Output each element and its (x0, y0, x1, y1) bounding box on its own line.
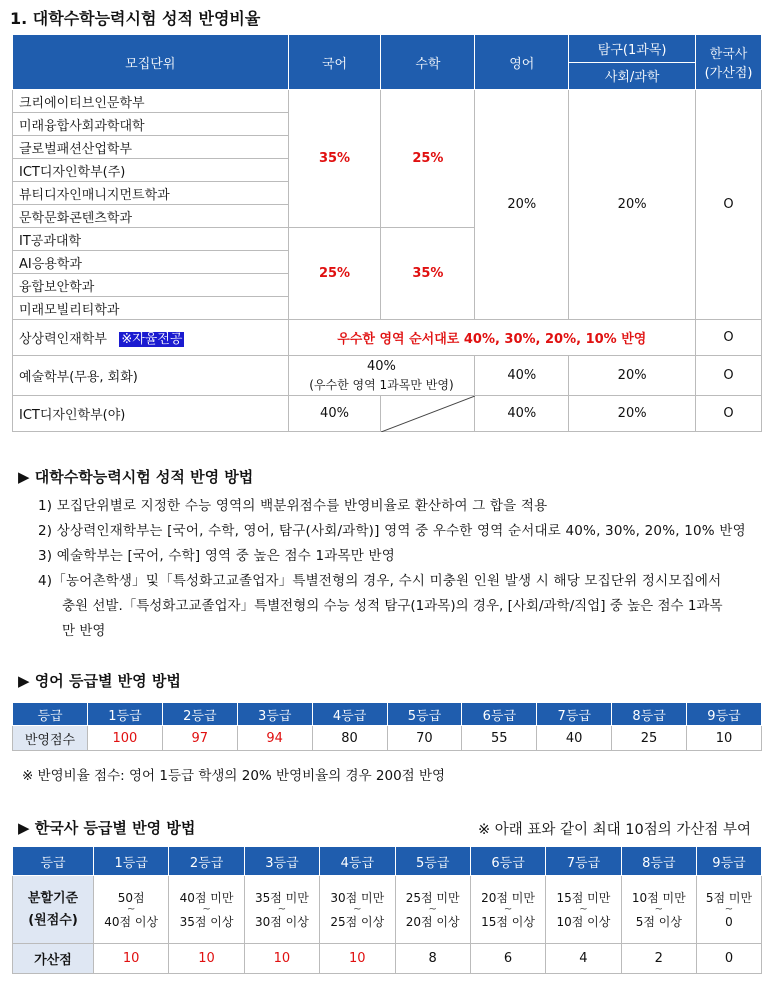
unit-row: AI응용학과 (13, 251, 289, 274)
grade-header: 1등급 (88, 703, 163, 726)
night-unit: ICT디자인학부(야) (13, 396, 289, 432)
method-item: 1) 모집단위별로 지정한 수능 영역의 백분위점수를 반영비율로 환산하여 그 합을 적용 (38, 498, 548, 514)
criteria-cell (395, 876, 470, 944)
group1-math: 25% (381, 90, 475, 228)
method-item4-cont: 충원 선발.「특성화고교졸업자」특별전형의 수능 성적 탐구(1과목)의 경우, [사회/과학/직업] 중 높은 점수 1과목 (62, 598, 723, 614)
unit-row: IT공과대학 (13, 228, 289, 251)
criteria-tilde: ~ (579, 903, 588, 915)
grade-header: 5등급 (395, 847, 470, 876)
grade-header: 9등급 (687, 703, 762, 726)
night-inquiry: 20% (569, 396, 696, 432)
method-item4-cont: 만 반영 (62, 623, 106, 639)
score-cell: 94 (237, 726, 312, 751)
points-cell: 10 (320, 944, 395, 974)
grade-header: 7등급 (537, 703, 612, 726)
art-english: 40% (475, 356, 569, 396)
criteria-bottom: 40점 이상 (104, 914, 159, 929)
score-cell: 97 (162, 726, 237, 751)
header-history-sub: (가산점) (704, 66, 753, 81)
criteria-label-1: 분할기준 (27, 890, 79, 906)
grade-header: 2등급 (169, 847, 244, 876)
grade-header: 8등급 (612, 703, 687, 726)
criteria-top: 5점 미만 (705, 890, 753, 905)
criteria-bottom: 10점 이상 (556, 914, 611, 929)
criteria-bottom: 35점 이상 (179, 914, 234, 929)
criteria-tilde: ~ (428, 903, 437, 915)
criteria-cell (169, 876, 244, 944)
points-cell: 6 (470, 944, 545, 974)
method-title: ▶ 대학수학능력시험 성적 반영 방법 (18, 468, 254, 486)
score-cell: 80 (312, 726, 387, 751)
special-unit (13, 320, 289, 356)
unit-row: 뷰티디자인매니지먼트학과 (13, 182, 289, 205)
criteria-tilde: ~ (724, 903, 734, 915)
special-text: 우수한 영역 순서대로 40%, 30%, 20%, 10% 반영 (288, 320, 695, 356)
shared-inquiry: 20% (569, 90, 696, 320)
points-cell: 8 (395, 944, 470, 974)
special-tag: ※자율전공 (121, 332, 183, 347)
header-inquiry-sub: 사회/과학 (569, 62, 696, 90)
grade-header: 8등급 (621, 847, 696, 876)
english-grade-table (12, 702, 762, 751)
special-unit-label: 상상력인재학부 (19, 332, 107, 347)
unit-row: 크리에이티브인문학부 (13, 90, 289, 113)
points-cell: 4 (546, 944, 621, 974)
grade-header: 3등급 (237, 703, 312, 726)
points-cell: 2 (621, 944, 696, 974)
criteria-top: 20점 미만 (481, 890, 535, 905)
shared-history: O (696, 90, 762, 320)
night-korean: 40% (288, 396, 381, 432)
score-row-label: 반영점수 (13, 726, 88, 751)
points-cell: 10 (244, 944, 319, 974)
criteria-tilde: ~ (202, 903, 211, 915)
score-cell: 100 (88, 726, 163, 751)
points-cell: 0 (697, 944, 762, 974)
header-korean: 국어 (288, 35, 381, 90)
criteria-tilde: ~ (654, 903, 663, 915)
header-english: 영어 (475, 35, 569, 90)
criteria-top: 30점 미만 (330, 890, 385, 905)
criteria-cell (320, 876, 395, 944)
ratio-table (12, 34, 762, 432)
points-label: 가산점 (13, 944, 94, 974)
criteria-cell (621, 876, 696, 944)
criteria-bottom: 30점 이상 (255, 914, 309, 929)
method-item: 2) 상상력인재학부는 [국어, 수학, 영어, 탐구(사회/과학)] 영역 중 우수한 영역 순서대로 40%, 30%, 20%, 10% 반영 (38, 523, 746, 539)
unit-row: 문학문화콘텐츠학과 (13, 205, 289, 228)
group2-math: 35% (381, 228, 475, 320)
grade-header: 1등급 (94, 847, 169, 876)
grade-header: 4등급 (312, 703, 387, 726)
score-cell: 70 (387, 726, 462, 751)
special-history: O (696, 320, 762, 356)
grade-header: 3등급 (244, 847, 319, 876)
criteria-bottom: 0 (725, 914, 733, 929)
header-history-label: 한국사 (709, 47, 748, 62)
unit-row: 미래모빌리티학과 (13, 297, 289, 320)
points-cell: 10 (94, 944, 169, 974)
header-inquiry: 탐구(1과목) (569, 35, 696, 63)
method-item: 4)「농어촌학생」및「특성화고교졸업자」특별전형의 경우, 수시 미충원 인원 발생 시 해당 모집단위 정시모집에서 (38, 573, 722, 589)
criteria-top: 50점 (117, 890, 145, 905)
group1-korean: 35% (288, 90, 381, 228)
header-history (696, 35, 762, 90)
points-cell: 10 (169, 944, 244, 974)
header-unit: 모집단위 (13, 35, 289, 90)
english-title: ▶ 영어 등급별 반영 방법 (18, 672, 181, 690)
criteria-top: 10점 미만 (631, 890, 686, 905)
criteria-cell (697, 876, 762, 944)
criteria-tilde: ~ (277, 903, 287, 915)
art-inquiry: 20% (569, 356, 696, 396)
night-english: 40% (475, 396, 569, 432)
grade-header: 2등급 (162, 703, 237, 726)
grade-header: 7등급 (546, 847, 621, 876)
criteria-bottom: 5점 이상 (635, 914, 682, 929)
grade-header: 6등급 (470, 847, 545, 876)
criteria-label-2: (원점수) (28, 912, 78, 928)
criteria-tilde: ~ (126, 903, 136, 915)
unit-row: ICT디자인학부(주) (13, 159, 289, 182)
score-cell: 25 (612, 726, 687, 751)
grade-header-label: 등급 (13, 703, 88, 726)
criteria-top: 35점 미만 (255, 890, 309, 905)
criteria-tilde: ~ (353, 903, 362, 915)
group2-korean: 25% (288, 228, 381, 320)
section-title: 1. 대학수학능력시험 성적 반영비율 (10, 9, 261, 28)
criteria-cell (244, 876, 319, 944)
criteria-cell (546, 876, 621, 944)
grade-header-label: 등급 (13, 847, 94, 876)
night-history: O (696, 396, 762, 432)
criteria-top: 15점 미만 (556, 890, 611, 905)
method-item: 3) 예술학부는 [국어, 수학] 영역 중 높은 점수 1과목만 반영 (38, 548, 395, 564)
art-km (288, 356, 475, 396)
english-note: ※ 반영비율 점수: 영어 1등급 학생의 20% 반영비율의 경우 200점 반영 (22, 768, 446, 784)
history-title: ▶ 한국사 등급별 반영 방법 (18, 819, 196, 837)
grade-header: 6등급 (462, 703, 537, 726)
shared-english: 20% (475, 90, 569, 320)
header-math: 수학 (381, 35, 475, 90)
history-grade-table (12, 846, 762, 974)
diagonal-line (381, 396, 475, 432)
unit-row: 미래융합사회과학대학 (13, 113, 289, 136)
criteria-tilde: ~ (503, 903, 513, 915)
criteria-cell (94, 876, 169, 944)
night-math-empty (381, 396, 475, 432)
criteria-top: 25점 미만 (405, 890, 460, 905)
criteria-label (13, 876, 94, 944)
grade-header: 9등급 (697, 847, 762, 876)
score-cell: 55 (462, 726, 537, 751)
criteria-cell (470, 876, 545, 944)
score-cell: 40 (537, 726, 612, 751)
criteria-top: 40점 미만 (179, 890, 234, 905)
grade-header: 4등급 (320, 847, 395, 876)
unit-row: 융합보안학과 (13, 274, 289, 297)
art-history: O (696, 356, 762, 396)
art-km-note: (우수한 영역 1과목만 반영) (309, 377, 454, 392)
criteria-bottom: 20점 이상 (405, 914, 460, 929)
unit-row: 글로벌패션산업학부 (13, 136, 289, 159)
art-km-value: 40% (367, 358, 396, 374)
art-unit: 예술학부(무용, 회화) (13, 356, 289, 396)
grade-header: 5등급 (387, 703, 462, 726)
criteria-bottom: 25점 이상 (330, 914, 385, 929)
history-note: ※ 아래 표와 같이 최대 10점의 가산점 부여 (478, 822, 751, 838)
score-cell: 10 (687, 726, 762, 751)
criteria-bottom: 15점 이상 (481, 914, 535, 929)
